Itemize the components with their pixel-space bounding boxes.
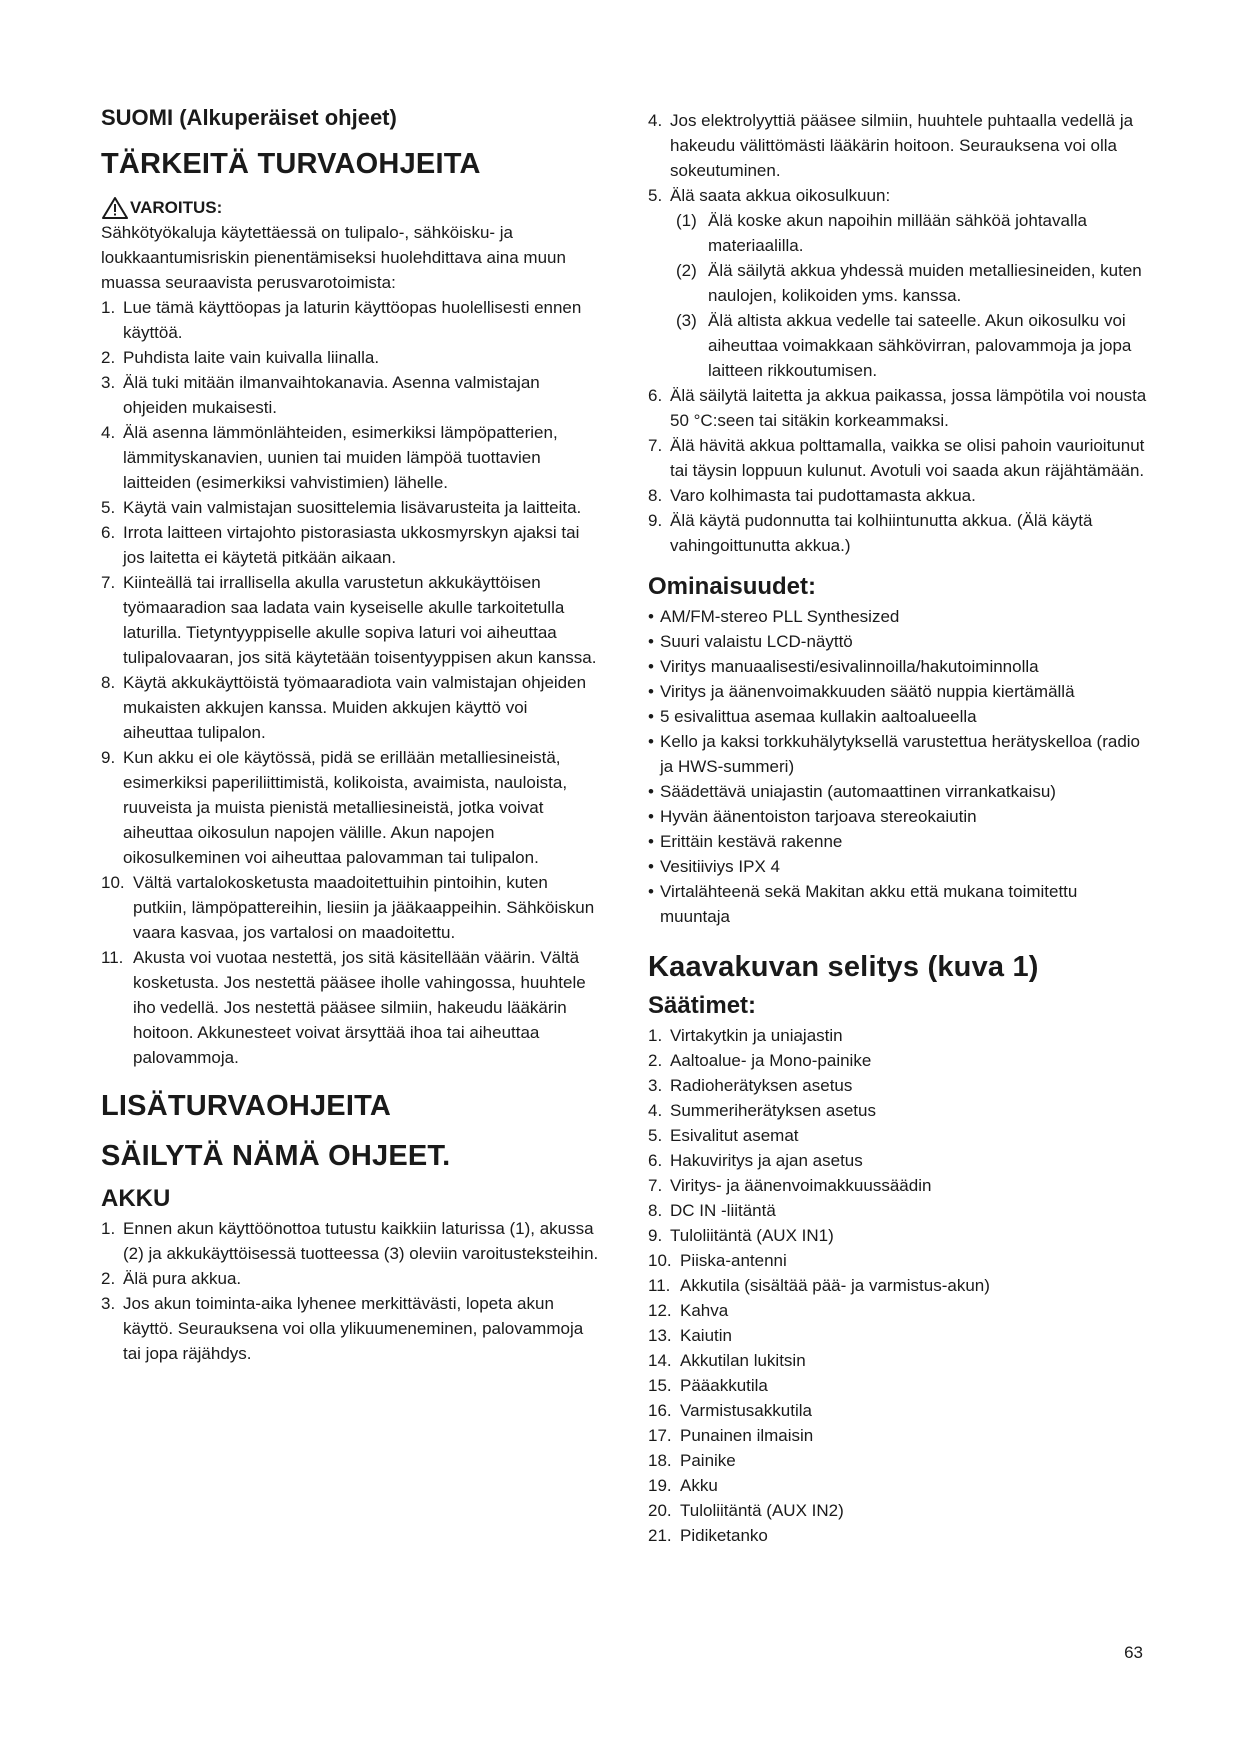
control-item	[648, 1123, 1148, 1148]
control-item	[648, 1173, 1148, 1198]
battery-list	[101, 1216, 601, 1366]
safety-item-text: Älä tuki mitään ilmanvaihtokanavia. Asenna valmistajan ohjeiden mukaisesti.	[123, 373, 540, 417]
control-item-text: Tuloliitäntä (AUX IN2)	[680, 1501, 844, 1520]
control-item-text: Akkutilan lukitsin	[680, 1351, 806, 1370]
battery-item-number: 3.	[101, 1294, 116, 1313]
safety-item-text: Puhdista laite vain kuivalla liinalla.	[123, 348, 380, 367]
extra-safety-title: LISÄTURVAOHJEITA	[101, 1090, 391, 1122]
safety-item-number: 7.	[101, 573, 116, 592]
control-item	[648, 1048, 1148, 1073]
control-item	[648, 1423, 1148, 1448]
feature-text: Hyvän äänentoiston tarjoava stereokaiutin	[660, 807, 977, 826]
feature-item	[648, 854, 1148, 879]
control-item-text: Punainen ilmaisin	[680, 1426, 814, 1445]
safety-item-text: Kun akku ei ole käytössä, pidä se erillään metalliesineistä, esimerkiksi paperiliittimistä, kolikoista, avaimista, nauloista, ruuveista ja muista pienistä metalliesineistä, jotka voivat aiheuttaa oikosulun napojen välille. Akun napojen oikosulkeminen voi aiheuttaa palovamman tai tulipalon.	[123, 748, 568, 867]
keep-instructions-title: SÄILYTÄ NÄMÄ OHJEET.	[101, 1140, 451, 1172]
control-item-number: 13.	[648, 1326, 672, 1345]
control-item-number: 6.	[648, 1151, 663, 1170]
battery-item	[648, 483, 1148, 508]
control-item	[648, 1523, 1148, 1548]
control-item-text: Kaiutin	[680, 1326, 732, 1345]
battery-item-text: Jos elektrolyyttiä pääsee silmiin, huuhtele puhtaalla vedellä ja hakeudu välittömästi lääkärin hoitoon. Seurauksena voi olla sokeutuminen.	[670, 111, 1134, 180]
short-circuit-item-number: (1)	[676, 211, 697, 230]
control-item-text: Viritys- ja äänenvoimakkuussäädin	[670, 1176, 932, 1195]
feature-item	[648, 804, 1148, 829]
battery-item-number: 4.	[648, 111, 663, 130]
control-item-text: Summeriherätyksen asetus	[670, 1101, 876, 1120]
control-item-text: Aaltoalue- ja Mono-painike	[670, 1051, 872, 1070]
bullet-icon: •	[648, 882, 654, 901]
diagram-heading: Kaavakuvan selitys (kuva 1)	[648, 951, 1039, 983]
language-heading: SUOMI (Alkuperäiset ohjeet)	[101, 105, 397, 130]
battery-item	[648, 433, 1148, 483]
safety-item-text: Käytä akkukäyttöistä työmaaradiota vain valmistajan ohjeiden mukaisten akkujen kanssa. Muiden akkujen käyttö voi aiheuttaa tulipalon.	[123, 673, 587, 742]
feature-text: 5 esivalittua asemaa kullakin aaltoalueella	[660, 707, 977, 726]
battery-item	[101, 1216, 601, 1266]
warning-intro: Sähkötyökaluja käytettäessä on tulipalo-, sähköisku- ja loukkaantumisriskin pienentämiseksi huolehdittava aina muun muassa seuraavista perusvarotoimista:	[101, 223, 566, 292]
control-item-number: 2.	[648, 1051, 663, 1070]
battery-item-text: Älä säilytä laitetta ja akkua paikassa, jossa lämpötila voi nousta 50 °C:seen tai sitäkin korkeammaksi.	[670, 386, 1147, 430]
control-item-number: 16.	[648, 1401, 672, 1420]
control-item-number: 4.	[648, 1101, 663, 1120]
feature-item	[648, 629, 1148, 654]
short-circuit-item	[676, 308, 1148, 383]
safety-item	[101, 520, 601, 570]
control-item-number: 15.	[648, 1376, 672, 1395]
battery-item	[648, 383, 1148, 433]
safety-item	[101, 570, 601, 670]
control-item-number: 9.	[648, 1226, 663, 1245]
control-item-text: Virtakytkin ja uniajastin	[670, 1026, 843, 1045]
safety-item	[101, 745, 601, 870]
battery-item-number: 2.	[101, 1269, 116, 1288]
control-item-number: 12.	[648, 1301, 672, 1320]
battery-list-end	[648, 383, 1148, 558]
feature-text: Viritys manuaalisesti/esivalinnoilla/hakutoiminnolla	[660, 657, 1039, 676]
control-item-text: Kahva	[680, 1301, 729, 1320]
battery-item-text: Varo kolhimasta tai pudottamasta akkua.	[670, 486, 976, 505]
short-circuit-item-text: Älä koske akun napoihin millään sähköä johtavalla materiaalilla.	[708, 211, 1087, 255]
safety-item-number: 3.	[101, 373, 116, 392]
short-circuit-item-number: (3)	[676, 311, 697, 330]
control-item	[648, 1023, 1148, 1048]
safety-item-text: Irrota laitteen virtajohto pistorasiasta ukkosmyrskyn ajaksi tai jos laitetta ei käytetä pitkään aikaan.	[123, 523, 580, 567]
feature-text: AM/FM-stereo PLL Synthesized	[660, 607, 900, 626]
control-item-number: 17.	[648, 1426, 672, 1445]
control-item-number: 14.	[648, 1351, 672, 1370]
bullet-icon: •	[648, 807, 654, 826]
control-item-text: Hakuviritys ja ajan asetus	[670, 1151, 863, 1170]
bullet-icon: •	[648, 832, 654, 851]
control-item-text: Esivalitut asemat	[670, 1126, 799, 1145]
control-item	[648, 1248, 1148, 1273]
control-item-text: Akku	[680, 1476, 718, 1495]
bullet-icon: •	[648, 707, 654, 726]
control-item-number: 20.	[648, 1501, 672, 1520]
control-item-text: Painike	[680, 1451, 736, 1470]
feature-item	[648, 704, 1148, 729]
control-item	[648, 1148, 1148, 1173]
feature-item	[648, 829, 1148, 854]
safety-item-number: 6.	[101, 523, 116, 542]
battery-item-number: 9.	[648, 511, 663, 530]
control-item-number: 21.	[648, 1526, 672, 1545]
battery-item-text: Älä hävitä akkua polttamalla, vaikka se olisi pahoin vaurioitunut tai täysin loppuun kulunut. Avotuli voi saada akun räjähtämään.	[670, 436, 1145, 480]
safety-item-number: 1.	[101, 298, 116, 317]
safety-item-number: 11.	[101, 948, 124, 967]
bullet-icon: •	[648, 607, 654, 626]
control-item	[648, 1448, 1148, 1473]
control-item-number: 11.	[648, 1276, 671, 1295]
feature-text: Viritys ja äänenvoimakkuuden säätö nuppia kiertämällä	[660, 682, 1075, 701]
control-item-text: Varmistusakkutila	[680, 1401, 812, 1420]
safety-item	[101, 670, 601, 745]
battery-item-text: Älä pura akkua.	[123, 1269, 242, 1288]
battery-item-number: 6.	[648, 386, 663, 405]
control-item-number: 5.	[648, 1126, 663, 1145]
battery-item	[648, 108, 1148, 183]
safety-item	[101, 495, 601, 520]
page-number: 63	[1124, 1643, 1143, 1662]
control-item-number: 19.	[648, 1476, 672, 1495]
control-item-text: Pidiketanko	[680, 1526, 768, 1545]
safety-item-text: Älä asenna lämmönlähteiden, esimerkiksi lämpöpatterien, lämmityskanavien, uunien tai muiden lämpöä tuottavien laitteiden (esimerkiksi vahvistimien) lähelle.	[123, 423, 558, 492]
control-item	[648, 1398, 1148, 1423]
control-item	[648, 1298, 1148, 1323]
feature-text: Erittäin kestävä rakenne	[660, 832, 843, 851]
bullet-icon: •	[648, 657, 654, 676]
feature-item	[648, 879, 1148, 929]
control-item	[648, 1098, 1148, 1123]
feature-item	[648, 604, 1148, 629]
battery-item-number: 7.	[648, 436, 663, 455]
safety-item-text: Lue tämä käyttöopas ja laturin käyttöopas huolellisesti ennen käyttöä.	[123, 298, 582, 342]
control-item	[648, 1198, 1148, 1223]
battery-item	[101, 1291, 601, 1366]
safety-list	[101, 295, 601, 1070]
control-item	[648, 1073, 1148, 1098]
bullet-icon: •	[648, 632, 654, 651]
safety-item	[101, 345, 601, 370]
safety-item-text: Vältä vartalokosketusta maadoitettuihin pintoihin, kuten putkiin, lämpöpattereihin, liesiin ja jääkaappeihin. Sähköiskun vaara kasvaa, jos vartalosi on maadoitettu.	[133, 873, 595, 942]
controls-list	[648, 1023, 1148, 1548]
safety-item-text: Akusta voi vuotaa nestettä, jos sitä käsitellään väärin. Vältä kosketusta. Jos nestettä pääsee iholle vahingossa, huuhtele iho vedellä. Jos nestettä pääsee silmiin, hakeudu lääkärin hoitoon. Akkunesteet voivat ärsyttää ihoa tai aiheuttaa palovammoja.	[133, 948, 586, 1067]
feature-text: Virtalähteenä sekä Makitan akku että mukana toimitettu muuntaja	[660, 882, 1078, 926]
control-item	[648, 1373, 1148, 1398]
bullet-icon: •	[648, 782, 654, 801]
safety-item	[101, 420, 601, 495]
feature-text: Säädettävä uniajastin (automaattinen virrankatkaisu)	[660, 782, 1056, 801]
control-item-number: 3.	[648, 1076, 663, 1095]
control-item-text: Pääakkutila	[680, 1376, 768, 1395]
control-item-number: 10.	[648, 1251, 672, 1270]
control-item-text: Piiska-antenni	[680, 1251, 787, 1270]
control-item	[648, 1323, 1148, 1348]
control-item-text: Akkutila (sisältää pää- ja varmistus-akun)	[680, 1276, 990, 1295]
control-item-text: Tuloliitäntä (AUX IN1)	[670, 1226, 834, 1245]
bullet-icon: •	[648, 732, 654, 751]
battery-item-number: 8.	[648, 486, 663, 505]
features-list	[648, 604, 1148, 929]
feature-item	[648, 729, 1148, 779]
control-item	[648, 1223, 1148, 1248]
features-heading: Ominaisuudet:	[648, 573, 817, 600]
short-circuit-item-text: Älä altista akkua vedelle tai sateelle. Akun oikosulku voi aiheuttaa voimakkaan sähkövirran, palovammoja ja jopa laitteen rikkoutumisen.	[708, 311, 1132, 380]
safety-title: TÄRKEITÄ TURVAOHJEITA	[101, 148, 481, 180]
control-item-number: 1.	[648, 1026, 663, 1045]
battery-item-text: Älä saata akkua oikosulkuun:	[670, 186, 891, 205]
safety-item-number: 2.	[101, 348, 116, 367]
short-circuit-item	[676, 258, 1148, 308]
warning-label: VAROITUS:	[130, 198, 223, 217]
control-item-text: DC IN -liitäntä	[670, 1201, 776, 1220]
safety-item-number: 9.	[101, 748, 116, 767]
safety-item-number: 5.	[101, 498, 116, 517]
control-item	[648, 1348, 1148, 1373]
battery-item	[648, 508, 1148, 558]
battery-item-text: Ennen akun käyttöönottoa tutustu kaikkiin laturissa (1), akussa (2) ja akkukäyttöisessä tuotteessa (3) oleviin varoitusteksteihin.	[123, 1219, 599, 1263]
safety-item	[101, 945, 601, 1070]
control-item	[648, 1473, 1148, 1498]
safety-item	[101, 370, 601, 420]
short-circuit-item	[676, 208, 1148, 258]
short-circuit-item-number: (2)	[676, 261, 697, 280]
battery-item-number: 5.	[648, 186, 663, 205]
bullet-icon: •	[648, 857, 654, 876]
control-item-text: Radioherätyksen asetus	[670, 1076, 853, 1095]
short-circuit-item-text: Älä säilytä akkua yhdessä muiden metalliesineiden, kuten naulojen, kolikoiden yms. kanssa.	[708, 261, 1142, 305]
battery-item-text: Älä käytä pudonnutta tai kolhiintunutta akkua. (Älä käytä vahingoittunutta akkua.)	[670, 511, 1093, 555]
battery-item	[648, 183, 1148, 208]
safety-item	[101, 870, 601, 945]
control-item	[648, 1498, 1148, 1523]
control-item-number: 7.	[648, 1176, 663, 1195]
bullet-icon: •	[648, 682, 654, 701]
battery-item	[101, 1266, 601, 1291]
feature-item	[648, 654, 1148, 679]
battery-heading: AKKU	[101, 1185, 171, 1212]
feature-text: Suuri valaistu LCD-näyttö	[660, 632, 853, 651]
safety-item	[101, 295, 601, 345]
feature-text: Vesitiiviys IPX 4	[660, 857, 780, 876]
battery-list-continued	[648, 108, 1148, 208]
feature-item	[648, 679, 1148, 704]
control-item	[648, 1273, 1148, 1298]
safety-item-number: 8.	[101, 673, 116, 692]
controls-heading: Säätimet:	[648, 992, 757, 1019]
safety-item-text: Käytä vain valmistajan suosittelemia lisävarusteita ja laitteita.	[123, 498, 582, 517]
safety-item-number: 4.	[101, 423, 116, 442]
short-circuit-sublist	[648, 208, 1148, 383]
right-column	[648, 108, 1148, 1548]
control-item-number: 18.	[648, 1451, 672, 1470]
safety-item-text: Kiinteällä tai irrallisella akulla varustetun akkukäyttöisen työmaaradion saa ladata vain kyseiselle akulle tarkoitetulla laturilla. Tietyntyyppiselle akulle sopiva laturi voi aiheuttaa tulipalovaaran, jos sitä käytetään toisentyyppisen akun kanssa.	[123, 573, 597, 667]
left-column	[101, 104, 601, 1366]
warning-label-row	[101, 196, 601, 220]
warning-triangle-icon	[101, 196, 129, 220]
battery-item-text: Jos akun toiminta-aika lyhenee merkittävästi, lopeta akun käyttö. Seurauksena voi olla ylikuumeneminen, palovammoja tai jopa räjähdys.	[123, 1294, 584, 1363]
safety-item-number: 10.	[101, 873, 125, 892]
feature-text: Kello ja kaksi torkkuhälytyksellä varustettua herätyskelloa (radio ja HWS-summeri)	[660, 732, 1141, 776]
feature-item	[648, 779, 1148, 804]
battery-item-number: 1.	[101, 1219, 116, 1238]
control-item-number: 8.	[648, 1201, 663, 1220]
